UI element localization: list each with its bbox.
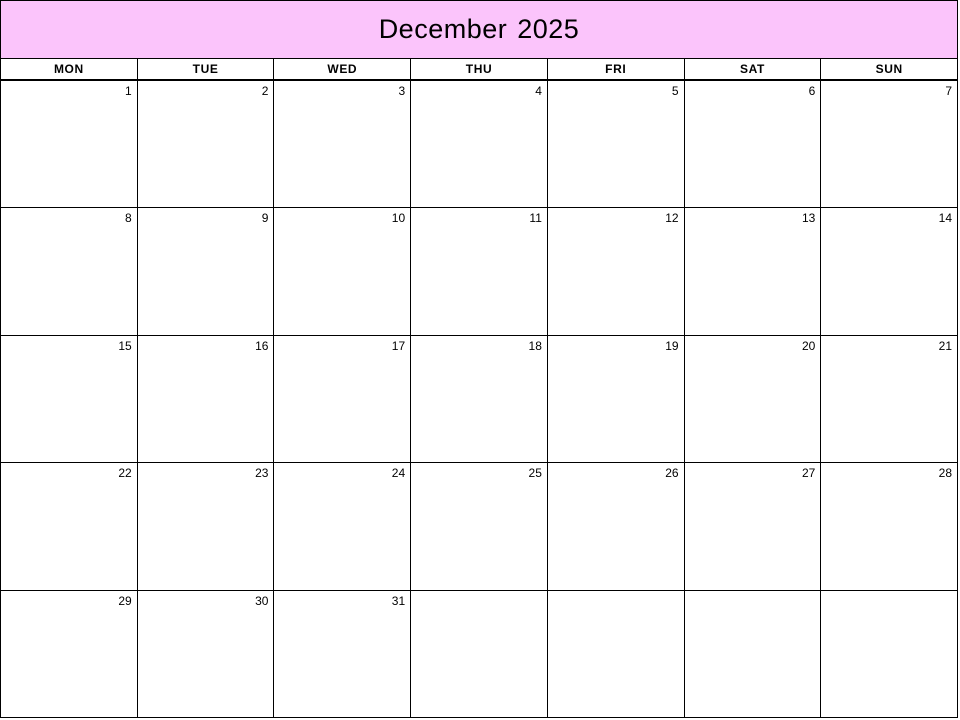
day-cell[interactable] — [411, 208, 548, 334]
day-number: 10 — [391, 211, 406, 226]
day-cell[interactable] — [685, 336, 822, 462]
day-cell[interactable] — [1, 591, 138, 717]
day-number: 15 — [118, 338, 132, 353]
calendar-grid — [1, 81, 957, 717]
day-cell-empty — [411, 591, 548, 717]
day-cell[interactable] — [685, 208, 822, 334]
day-number: 2 — [261, 84, 269, 98]
day-number: 29 — [118, 593, 132, 608]
weekday-header-mon: MON — [1, 59, 138, 79]
weekday-header-tue: TUE — [138, 59, 275, 79]
day-cell[interactable] — [138, 463, 275, 589]
day-cell[interactable] — [274, 591, 411, 717]
day-cell[interactable] — [138, 208, 275, 334]
page-title — [379, 14, 580, 45]
day-number: 26 — [665, 466, 679, 481]
day-cell-empty — [685, 591, 822, 717]
week-row — [1, 81, 957, 208]
day-cell[interactable] — [411, 81, 548, 207]
day-cell[interactable] — [821, 208, 957, 334]
day-number: 16 — [255, 338, 269, 353]
day-cell[interactable] — [1, 81, 138, 207]
day-cell[interactable] — [548, 336, 685, 462]
day-cell[interactable] — [274, 336, 411, 462]
weekday-header-sun: SUN — [821, 59, 957, 79]
day-cell[interactable] — [821, 81, 957, 207]
day-number: 24 — [391, 466, 406, 481]
day-number: 30 — [255, 593, 269, 608]
day-number: 19 — [665, 338, 679, 353]
day-cell[interactable] — [1, 208, 138, 334]
day-cell[interactable] — [274, 463, 411, 589]
day-cell[interactable] — [1, 463, 138, 589]
day-number: 1 — [125, 84, 132, 98]
day-number: 28 — [938, 466, 953, 481]
day-cell[interactable] — [548, 208, 685, 334]
day-cell[interactable] — [411, 463, 548, 589]
calendar-title-bar — [1, 1, 957, 59]
weekday-header-row — [1, 59, 957, 81]
day-cell[interactable] — [274, 208, 411, 334]
week-row — [1, 591, 957, 717]
weekday-header-thu: THU — [411, 59, 548, 79]
day-number: 18 — [528, 338, 542, 353]
title-month: December — [378, 14, 508, 44]
day-cell[interactable] — [138, 81, 275, 207]
day-cell[interactable] — [1, 336, 138, 462]
day-number: 17 — [391, 338, 406, 353]
day-cell[interactable] — [821, 463, 957, 589]
week-row — [1, 336, 957, 463]
day-cell[interactable] — [548, 81, 685, 207]
day-number: 27 — [801, 466, 816, 481]
title-year: 2025 — [517, 14, 580, 44]
day-cell-empty — [548, 591, 685, 717]
day-number: 7 — [945, 84, 953, 98]
day-number: 8 — [125, 211, 132, 226]
day-cell-empty — [821, 591, 957, 717]
day-number: 20 — [801, 338, 816, 353]
day-number: 25 — [528, 466, 542, 481]
day-number: 13 — [801, 211, 816, 226]
day-cell[interactable] — [548, 463, 685, 589]
week-row — [1, 463, 957, 590]
day-cell[interactable] — [138, 591, 275, 717]
day-number: 9 — [261, 211, 269, 226]
weekday-header-wed: WED — [274, 59, 411, 79]
day-number: 12 — [665, 211, 679, 226]
day-number: 31 — [391, 593, 406, 608]
day-number: 6 — [808, 84, 816, 98]
weekday-header-sat: SAT — [685, 59, 822, 79]
day-cell[interactable] — [411, 336, 548, 462]
day-cell[interactable] — [685, 463, 822, 589]
week-row — [1, 208, 957, 335]
weekday-header-fri: FRI — [548, 59, 685, 79]
day-number: 3 — [398, 84, 406, 98]
day-cell[interactable] — [685, 81, 822, 207]
day-number: 11 — [529, 211, 542, 226]
day-number: 4 — [535, 84, 542, 98]
day-number: 22 — [118, 466, 132, 481]
day-number: 14 — [938, 211, 953, 226]
day-cell[interactable] — [274, 81, 411, 207]
day-number: 21 — [938, 338, 953, 353]
day-number: 23 — [255, 466, 269, 481]
day-cell[interactable] — [138, 336, 275, 462]
day-number: 5 — [671, 84, 679, 98]
day-cell[interactable] — [821, 336, 957, 462]
